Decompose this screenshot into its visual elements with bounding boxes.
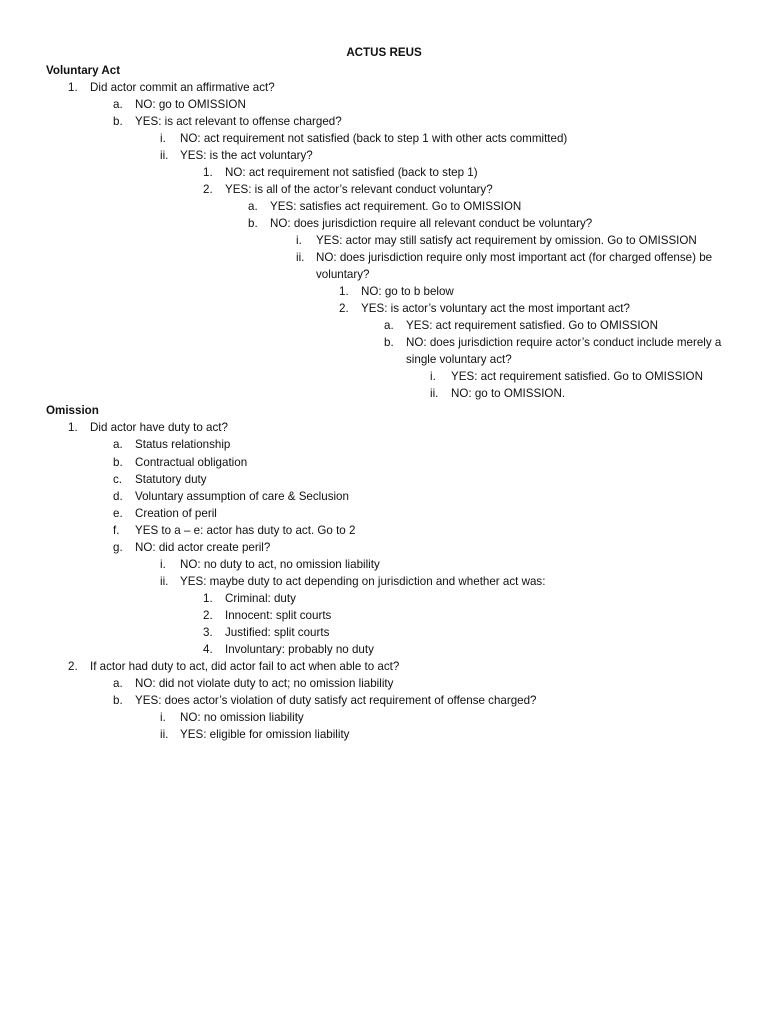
item-marker: 2. [68,660,78,673]
item-text: NO: did not violate duty to act; no omission liability [135,677,394,690]
item-marker: b. [384,336,394,349]
item-marker: c. [113,473,123,486]
item-marker: ii. [430,387,439,400]
item-text: YES: is act relevant to offense charged? [135,115,342,128]
item-marker: 1. [339,285,349,298]
item-text: YES: is the act voluntary? [180,149,313,162]
item-text: NO: did actor create peril? [135,541,271,554]
item-text: YES: satisfies act requirement. Go to OMISSION [270,200,522,213]
item-marker: i. [296,234,302,247]
item-marker: 2. [339,302,349,315]
item-text: Creation of peril [135,507,217,520]
item-text: single voluntary act? [406,353,512,366]
item-marker: d. [113,490,123,503]
item-marker: 3. [203,626,213,639]
item-marker: 1. [68,81,78,94]
item-text: Involuntary: probably no duty [225,643,374,656]
item-text: NO: no duty to act, no omission liability [180,558,380,571]
item-marker: ii. [160,149,169,162]
item-marker: ii. [296,251,305,264]
item-text: NO: go to b below [361,285,454,298]
item-marker: 1. [68,421,78,434]
item-text: voluntary? [316,268,370,281]
item-marker: 2. [203,183,213,196]
item-text: YES: is all of the actor’s relevant conduct voluntary? [225,183,493,196]
item-text: YES: maybe duty to act depending on jurisdiction and whether act was: [180,575,546,588]
item-marker: 4. [203,643,213,656]
item-text: Did actor commit an affirmative act? [90,81,275,94]
item-marker: ii. [160,575,169,588]
item-text: NO: go to OMISSION [135,98,246,111]
item-text: NO: act requirement not satisfied (back to step 1 with other acts committed) [180,132,568,145]
item-text: NO: act requirement not satisfied (back to step 1) [225,166,478,179]
item-text: Justified: split courts [225,626,330,639]
item-marker: 2. [203,609,213,622]
item-marker: b. [113,115,123,128]
item-marker: g. [113,541,123,554]
item-marker: a. [113,98,123,111]
item-text: YES: is actor’s voluntary act the most important act? [361,302,630,315]
section-heading-voluntary-act: Voluntary Act [46,64,121,77]
item-text: NO: no omission liability [180,711,304,724]
item-marker: i. [160,132,166,145]
item-marker: i. [430,370,436,383]
item-marker: a. [248,200,258,213]
item-text: NO: does jurisdiction require only most important act (for charged offense) be [316,251,713,264]
item-marker: e. [113,507,123,520]
item-text: NO: go to OMISSION. [451,387,566,400]
item-text: NO: does jurisdiction require all relevant conduct be voluntary? [270,217,593,230]
item-text: Criminal: duty [225,592,296,605]
item-marker: i. [160,558,166,571]
item-text: Contractual obligation [135,456,248,469]
item-marker: i. [160,711,166,724]
item-text: Statutory duty [135,473,207,486]
item-marker: f. [113,524,120,537]
item-marker: 1. [203,592,213,605]
item-marker: b. [113,694,123,707]
item-text: Did actor have duty to act? [90,421,228,434]
item-marker: ii. [160,728,169,741]
item-text: Status relationship [135,438,231,451]
item-marker: 1. [203,166,213,179]
document-title: ACTUS REUS [346,46,422,59]
item-text: YES to a – e: actor has duty to act. Go to 2 [135,524,356,537]
item-marker: a. [113,438,123,451]
item-marker: a. [384,319,394,332]
item-text: Voluntary assumption of care & Seclusion [135,490,349,503]
section-heading-omission: Omission [46,404,99,417]
item-text: YES: eligible for omission liability [180,728,350,741]
item-text: If actor had duty to act, did actor fail to act when able to act? [90,660,400,673]
item-marker: b. [113,456,123,469]
item-text: YES: actor may still satisfy act requirement by omission. Go to OMISSION [316,234,697,247]
item-marker: b. [248,217,258,230]
item-marker: a. [113,677,123,690]
item-text: NO: does jurisdiction require actor’s conduct include merely a [406,336,722,349]
item-text: YES: does actor’s violation of duty satisfy act requirement of offense charged? [135,694,537,707]
item-text: Innocent: split courts [225,609,332,622]
item-text: YES: act requirement satisfied. Go to OMISSION [451,370,703,383]
item-text: YES: act requirement satisfied. Go to OMISSION [406,319,658,332]
